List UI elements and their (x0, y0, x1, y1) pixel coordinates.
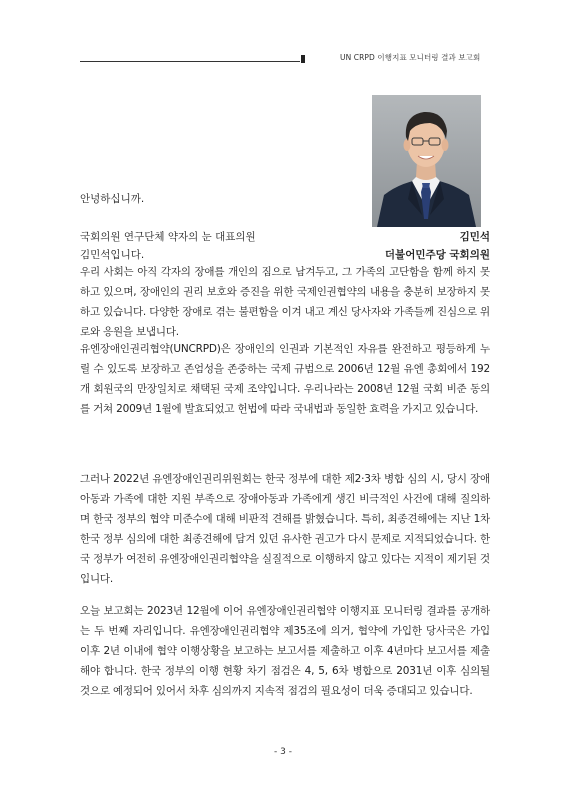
signature-name: 김민석 (459, 231, 490, 243)
paragraph-4: 오늘 보고회는 2023년 12월에 이어 유엔장애인권리협약 이행지표 모니터링 결과를 공개하는 두 번째 자리입니다. 유엔장애인권리협약 제35조에 의거, 협약에 가입한 당사국은 가입 이후 2년 이내에 협약 이행상황을 보고하는 보고서를 제출하고 이후 4년마다 보고서를 제출해야 합니다. 한국 정부의 이행 현황 차기 점검은 4, 5, 6차 병합으로 2031년 이후 심의될 것으로 예정되어 있어서 차후 심의까지 지속적 점검의 필요성이 더욱 증대되고 있습니다. (80, 605, 490, 697)
intro-line-1: 국회의원 연구단체 약자의 눈 대표의원 (80, 231, 256, 243)
intro-line-2: 김민석입니다. (80, 249, 145, 261)
paragraph-3: 그러나 2022년 유엔장애인권리위원회는 한국 정부에 대한 제2·3차 병합 심의 시, 당시 장애아동과 가족에 대한 지원 부족으로 장애아동과 가족에게 생긴 비극적인 사건에 대해 질의하며 한국 정부의 협약 미준수에 대해 비판적 견해를 밝혔습니다. 특히, 최종견해에는 지난 1차 한국 정부 심의에 대한 최종견해에 담겨 있던 유사한 권고가 다시 문제로 지적되었습니다. 한국 정부가 여전히 유엔장애인권리협약을 실질적으로 이행하지 않고 있다는 지적이 제기된 것입니다. (80, 473, 490, 585)
header-title: UN CRPD 이행지표 모니터링 결과 보고회 (340, 53, 481, 62)
greeting: 안녕하십니까. (80, 193, 145, 205)
intro-text (80, 228, 256, 264)
paragraph-1: 우리 사회는 아직 각자의 장애를 개인의 짐으로 남겨두고, 그 가족의 고단함을 함께 하지 못하고 있으며, 장애인의 권리 보호와 증진을 위한 국제인권협약의 내용을 충분히 보장하지 못하고 있습니다. 다양한 장애로 겪는 불편함을 이겨 내고 계신 당사자와 가족들께 진심으로 위로와 응원을 보냅니다. (80, 266, 490, 338)
header-rule (80, 61, 300, 62)
portrait-photo (372, 95, 481, 227)
paragraph-2: 유엔장애인권리협약(UNCRPD)은 장애인의 인권과 기본적인 자유를 완전하고 평등하게 누릴 수 있도록 보장하고 존엄성을 존중하는 국제 규범으로 2006년 12월 유엔 총회에서 192개 회원국의 만장일치로 채택된 국제 조약입니다. 우리나라는 2008년 12월 국회 비준 동의를 거쳐 2009년 1월에 발효되었고 헌법에 따라 국내법과 동일한 효력을 가지고 있습니다. (80, 343, 490, 415)
signature-title: 더불어민주당 국회의원 (384, 249, 490, 261)
signature (385, 228, 490, 264)
page-number: - 3 - (274, 747, 292, 757)
header-marker (301, 55, 305, 63)
